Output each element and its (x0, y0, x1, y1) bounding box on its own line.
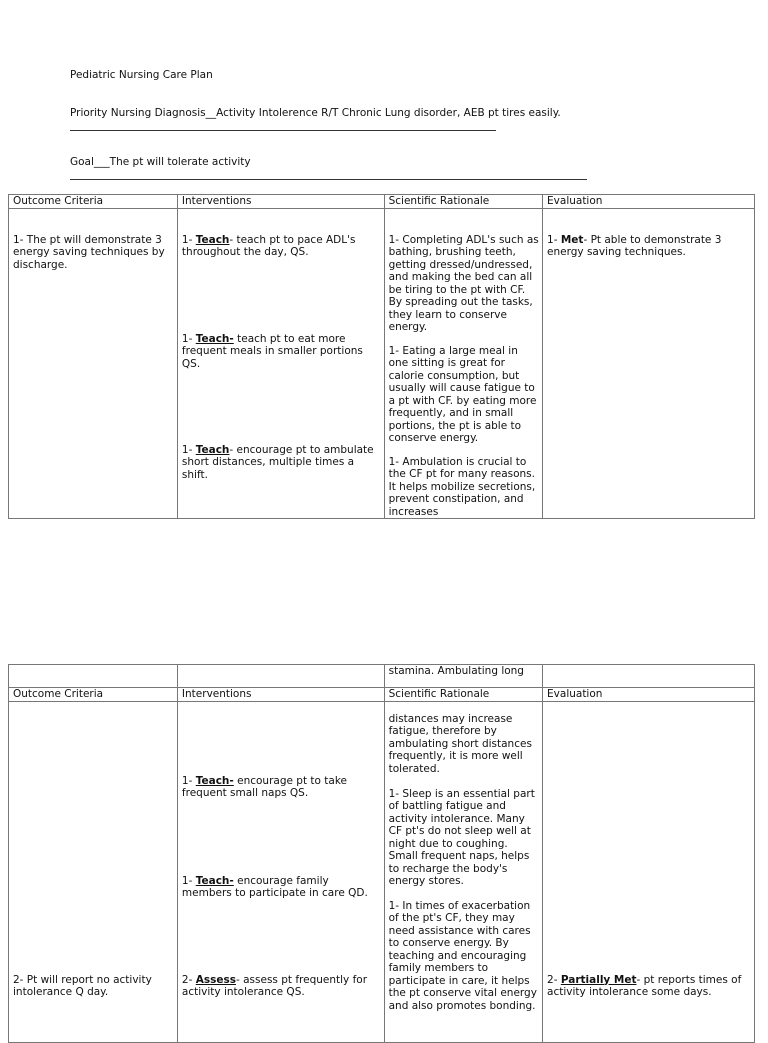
outcome-cell (9, 701, 178, 1042)
table-row (9, 665, 755, 688)
interventions-cell (177, 208, 384, 518)
header-scientific-rationale: Scientific Rationale (384, 195, 542, 209)
rationale-item: 1- Ambulation is crucial to the CF pt for many reasons. It helps mobilize secretions, prevent constipation, and increases (388, 455, 536, 518)
header-outcome-criteria: Outcome Criteria (9, 688, 178, 702)
priority-diagnosis: Priority Nursing Diagnosis__Activity Intolerence R/T Chronic Lung disorder, AEB pt tires easily. (70, 107, 561, 119)
evaluation-item: 2- Partially Met- pt reports times of activity intolerance some days. (547, 973, 742, 998)
rationale-item: 1- In times of exacerbation of the pt's CF, they may need assistance with cares to conserve energy. By teaching and encouraging family members to participate in care, it helps the pt conserve vital energy and also promotes bonding. (388, 899, 537, 1012)
empty-cell (9, 665, 178, 688)
care-plan-table-page-1 (8, 194, 755, 519)
table-header-row (9, 688, 755, 702)
page-title: Pediatric Nursing Care Plan (70, 69, 213, 81)
interventions-cell (177, 701, 384, 1042)
rationale-item: 1- Eating a large meal in one sitting is great for calorie consumption, but usually will cause fatigue to a pt with CF. by eating more frequently, and in small portions, the pt is able to conserve energy. (388, 344, 537, 444)
outcome-text: 2- Pt will report no activity intolerance Q day. (13, 973, 152, 998)
header-evaluation: Evaluation (543, 195, 755, 209)
table-row (9, 701, 755, 1042)
intervention-item: 1- Teach- encourage pt to ambulate short distances, multiple times a shift. (181, 443, 374, 481)
outcome-cell (9, 208, 178, 518)
evaluation-item: 1- Met- Pt able to demonstrate 3 energy saving techniques. (547, 233, 722, 258)
table-row (9, 208, 755, 518)
evaluation-cell (543, 701, 755, 1042)
rationale-carryover: stamina. Ambulating long (384, 665, 542, 688)
empty-cell (543, 665, 755, 688)
rationale-cell (384, 701, 542, 1042)
care-plan-table-page-2 (8, 664, 755, 1043)
table-header-row (9, 195, 755, 209)
intervention-item: 2- Assess- assess pt frequently for activity intolerance QS. (181, 973, 368, 998)
header-interventions: Interventions (177, 195, 384, 209)
rationale-item: distances may increase fatigue, therefore by ambulating short distances frequently, it is more well tolerated. (388, 712, 532, 775)
rationale-cell (384, 208, 542, 518)
underline-divider (70, 179, 587, 180)
empty-cell (177, 665, 384, 688)
intervention-item: 1- Teach- encourage family members to participate in care QD. (181, 874, 368, 899)
goal-statement: Goal___The pt will tolerate activity (70, 156, 251, 168)
intervention-item: 1- Teach- encourage pt to take frequent small naps QS. (181, 774, 348, 799)
rationale-item: 1- Sleep is an essential part of battling fatigue and activity intolerance. Many CF pt's do not sleep well at night due to coughing. Small frequent naps, helps to recharge the body's energy stores. (388, 787, 535, 887)
underline-divider (70, 130, 496, 131)
header-scientific-rationale: Scientific Rationale (384, 688, 542, 702)
evaluation-cell (543, 208, 755, 518)
intervention-item: 1- Teach- teach pt to eat more frequent meals in smaller portions QS. (181, 332, 363, 370)
header-interventions: Interventions (177, 688, 384, 702)
outcome-text: 1- The pt will demonstrate 3 energy saving techniques by discharge. (13, 233, 165, 271)
header-evaluation: Evaluation (543, 688, 755, 702)
rationale-item: 1- Completing ADL's such as bathing, brushing teeth, getting dressed/undressed, and making the bed can all be tiring to the pt with CF. By spreading out the tasks, they learn to conserve energy. (388, 233, 539, 333)
intervention-item: 1- Teach- teach pt to pace ADL's throughout the day, QS. (181, 233, 356, 258)
header-outcome-criteria: Outcome Criteria (9, 195, 178, 209)
